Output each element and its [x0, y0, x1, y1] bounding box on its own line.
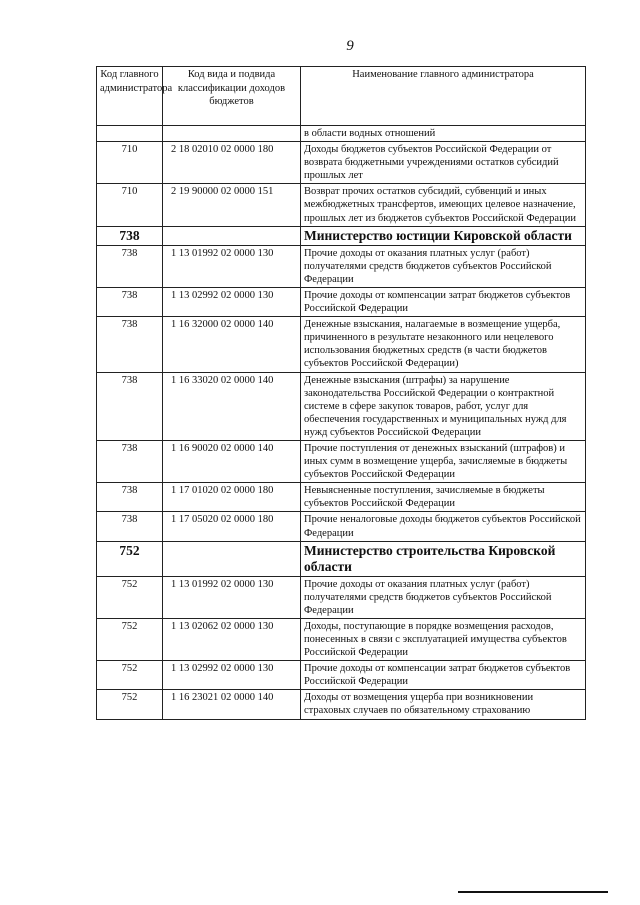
footer-rule	[458, 891, 608, 893]
admin-code-cell: 752	[97, 661, 163, 690]
revenue-code-cell: 1 16 23021 02 0000 140	[163, 690, 301, 719]
admin-name-cell: Министерство строительства Кировской области	[301, 541, 586, 576]
admin-code-cell: 752	[97, 576, 163, 618]
admin-code-cell: 738	[97, 245, 163, 287]
table-row	[97, 184, 586, 226]
admin-code-cell: 738	[97, 483, 163, 512]
admin-name-cell: Доходы бюджетов субъектов Российской Федерации от возврата бюджетными учреждениями остатков субсидий прошлых лет	[301, 142, 586, 184]
admin-code-cell: 738	[97, 287, 163, 316]
admin-code-cell: 738	[97, 440, 163, 482]
revenue-code-cell: 1 13 02992 02 0000 130	[163, 661, 301, 690]
revenue-administrators-table	[96, 66, 586, 720]
admin-code-cell: 738	[97, 512, 163, 541]
table-body	[97, 126, 586, 720]
revenue-code-cell: 1 17 01020 02 0000 180	[163, 483, 301, 512]
admin-name-cell: Прочие неналоговые доходы бюджетов субъектов Российской Федерации	[301, 512, 586, 541]
admin-name-cell: в области водных отношений	[301, 126, 586, 142]
ministry-header-row	[97, 226, 586, 245]
revenue-code-cell: 2 19 90000 02 0000 151	[163, 184, 301, 226]
admin-code-cell: 738	[97, 226, 163, 245]
admin-code-cell	[97, 126, 163, 142]
revenue-code-cell	[163, 126, 301, 142]
revenue-code-cell: 2 18 02010 02 0000 180	[163, 142, 301, 184]
admin-code-cell: 752	[97, 618, 163, 660]
page-number: 9	[346, 38, 354, 54]
table-row	[97, 512, 586, 541]
revenue-code-cell: 1 16 90020 02 0000 140	[163, 440, 301, 482]
admin-name-cell: Возврат прочих остатков субсидий, субвенций и иных межбюджетных трансфертов, имеющих целевое назначение, прошлых лет из бюджетов субъектов Российской Федерации	[301, 184, 586, 226]
admin-name-cell: Прочие доходы от компенсации затрат бюджетов субъектов Российской Федерации	[301, 287, 586, 316]
revenue-code-cell: 1 17 05020 02 0000 180	[163, 512, 301, 541]
table-row	[97, 576, 586, 618]
admin-name-cell: Министерство юстиции Кировской области	[301, 226, 586, 245]
table-row	[97, 618, 586, 660]
table-row	[97, 440, 586, 482]
revenue-code-cell	[163, 541, 301, 576]
admin-code-cell: 752	[97, 690, 163, 719]
table-row	[97, 661, 586, 690]
revenue-code-cell: 1 13 01992 02 0000 130	[163, 576, 301, 618]
table-row	[97, 126, 586, 142]
table-row	[97, 287, 586, 316]
admin-name-cell: Прочие поступления от денежных взысканий (штрафов) и иных сумм в возмещение ущерба, зачисляемые в бюджеты субъектов Российской Федерации	[301, 440, 586, 482]
table-row	[97, 245, 586, 287]
revenue-code-cell: 1 13 02062 02 0000 130	[163, 618, 301, 660]
table-row	[97, 372, 586, 440]
revenue-code-cell: 1 13 02992 02 0000 130	[163, 287, 301, 316]
revenue-code-cell: 1 16 32000 02 0000 140	[163, 317, 301, 372]
admin-code-cell: 738	[97, 317, 163, 372]
admin-code-header: Код главного администратора	[97, 67, 163, 126]
admin-code-cell: 738	[97, 372, 163, 440]
revenue-code-cell: 1 13 01992 02 0000 130	[163, 245, 301, 287]
admin-name-cell: Прочие доходы от оказания платных услуг (работ) получателями средств бюджетов субъектов Российской Федерации	[301, 245, 586, 287]
table-row	[97, 142, 586, 184]
table-row	[97, 483, 586, 512]
admin-name-cell: Доходы от возмещения ущерба при возникновении страховых случаев по обязательному страхованию	[301, 690, 586, 719]
admin-code-cell: 710	[97, 184, 163, 226]
admin-code-cell: 752	[97, 541, 163, 576]
table-row	[97, 690, 586, 719]
admin-code-cell: 710	[97, 142, 163, 184]
table-row	[97, 317, 586, 372]
revenue-code-header: Код вида и подвида классификации доходов бюджетов	[163, 67, 301, 126]
admin-name-cell: Прочие доходы от оказания платных услуг (работ) получателями средств бюджетов субъектов Российской Федерации	[301, 576, 586, 618]
ministry-header-row	[97, 541, 586, 576]
admin-name-cell: Денежные взыскания, налагаемые в возмещение ущерба, причиненного в результате незаконного или нецелевого использования бюджетных средств (в части бюджетов субъектов Российской Федерации)	[301, 317, 586, 372]
table-header-row	[97, 67, 586, 126]
revenue-code-cell	[163, 226, 301, 245]
admin-name-cell: Денежные взыскания (штрафы) за нарушение законодательства Российской Федерации о контрактной системе в сфере закупок товаров, работ, услуг для обеспечения государственных и муниципальных нужд для нужд субъектов Российской Федерации	[301, 372, 586, 440]
admin-name-cell: Прочие доходы от компенсации затрат бюджетов субъектов Российской Федерации	[301, 661, 586, 690]
admin-name-cell: Доходы, поступающие в порядке возмещения расходов, понесенных в связи с эксплуатацией имущества субъектов Российской Федерации	[301, 618, 586, 660]
revenue-code-cell: 1 16 33020 02 0000 140	[163, 372, 301, 440]
admin-name-cell: Невыясненные поступления, зачисляемые в бюджеты субъектов Российской Федерации	[301, 483, 586, 512]
admin-name-header: Наименование главного администратора	[301, 67, 586, 126]
